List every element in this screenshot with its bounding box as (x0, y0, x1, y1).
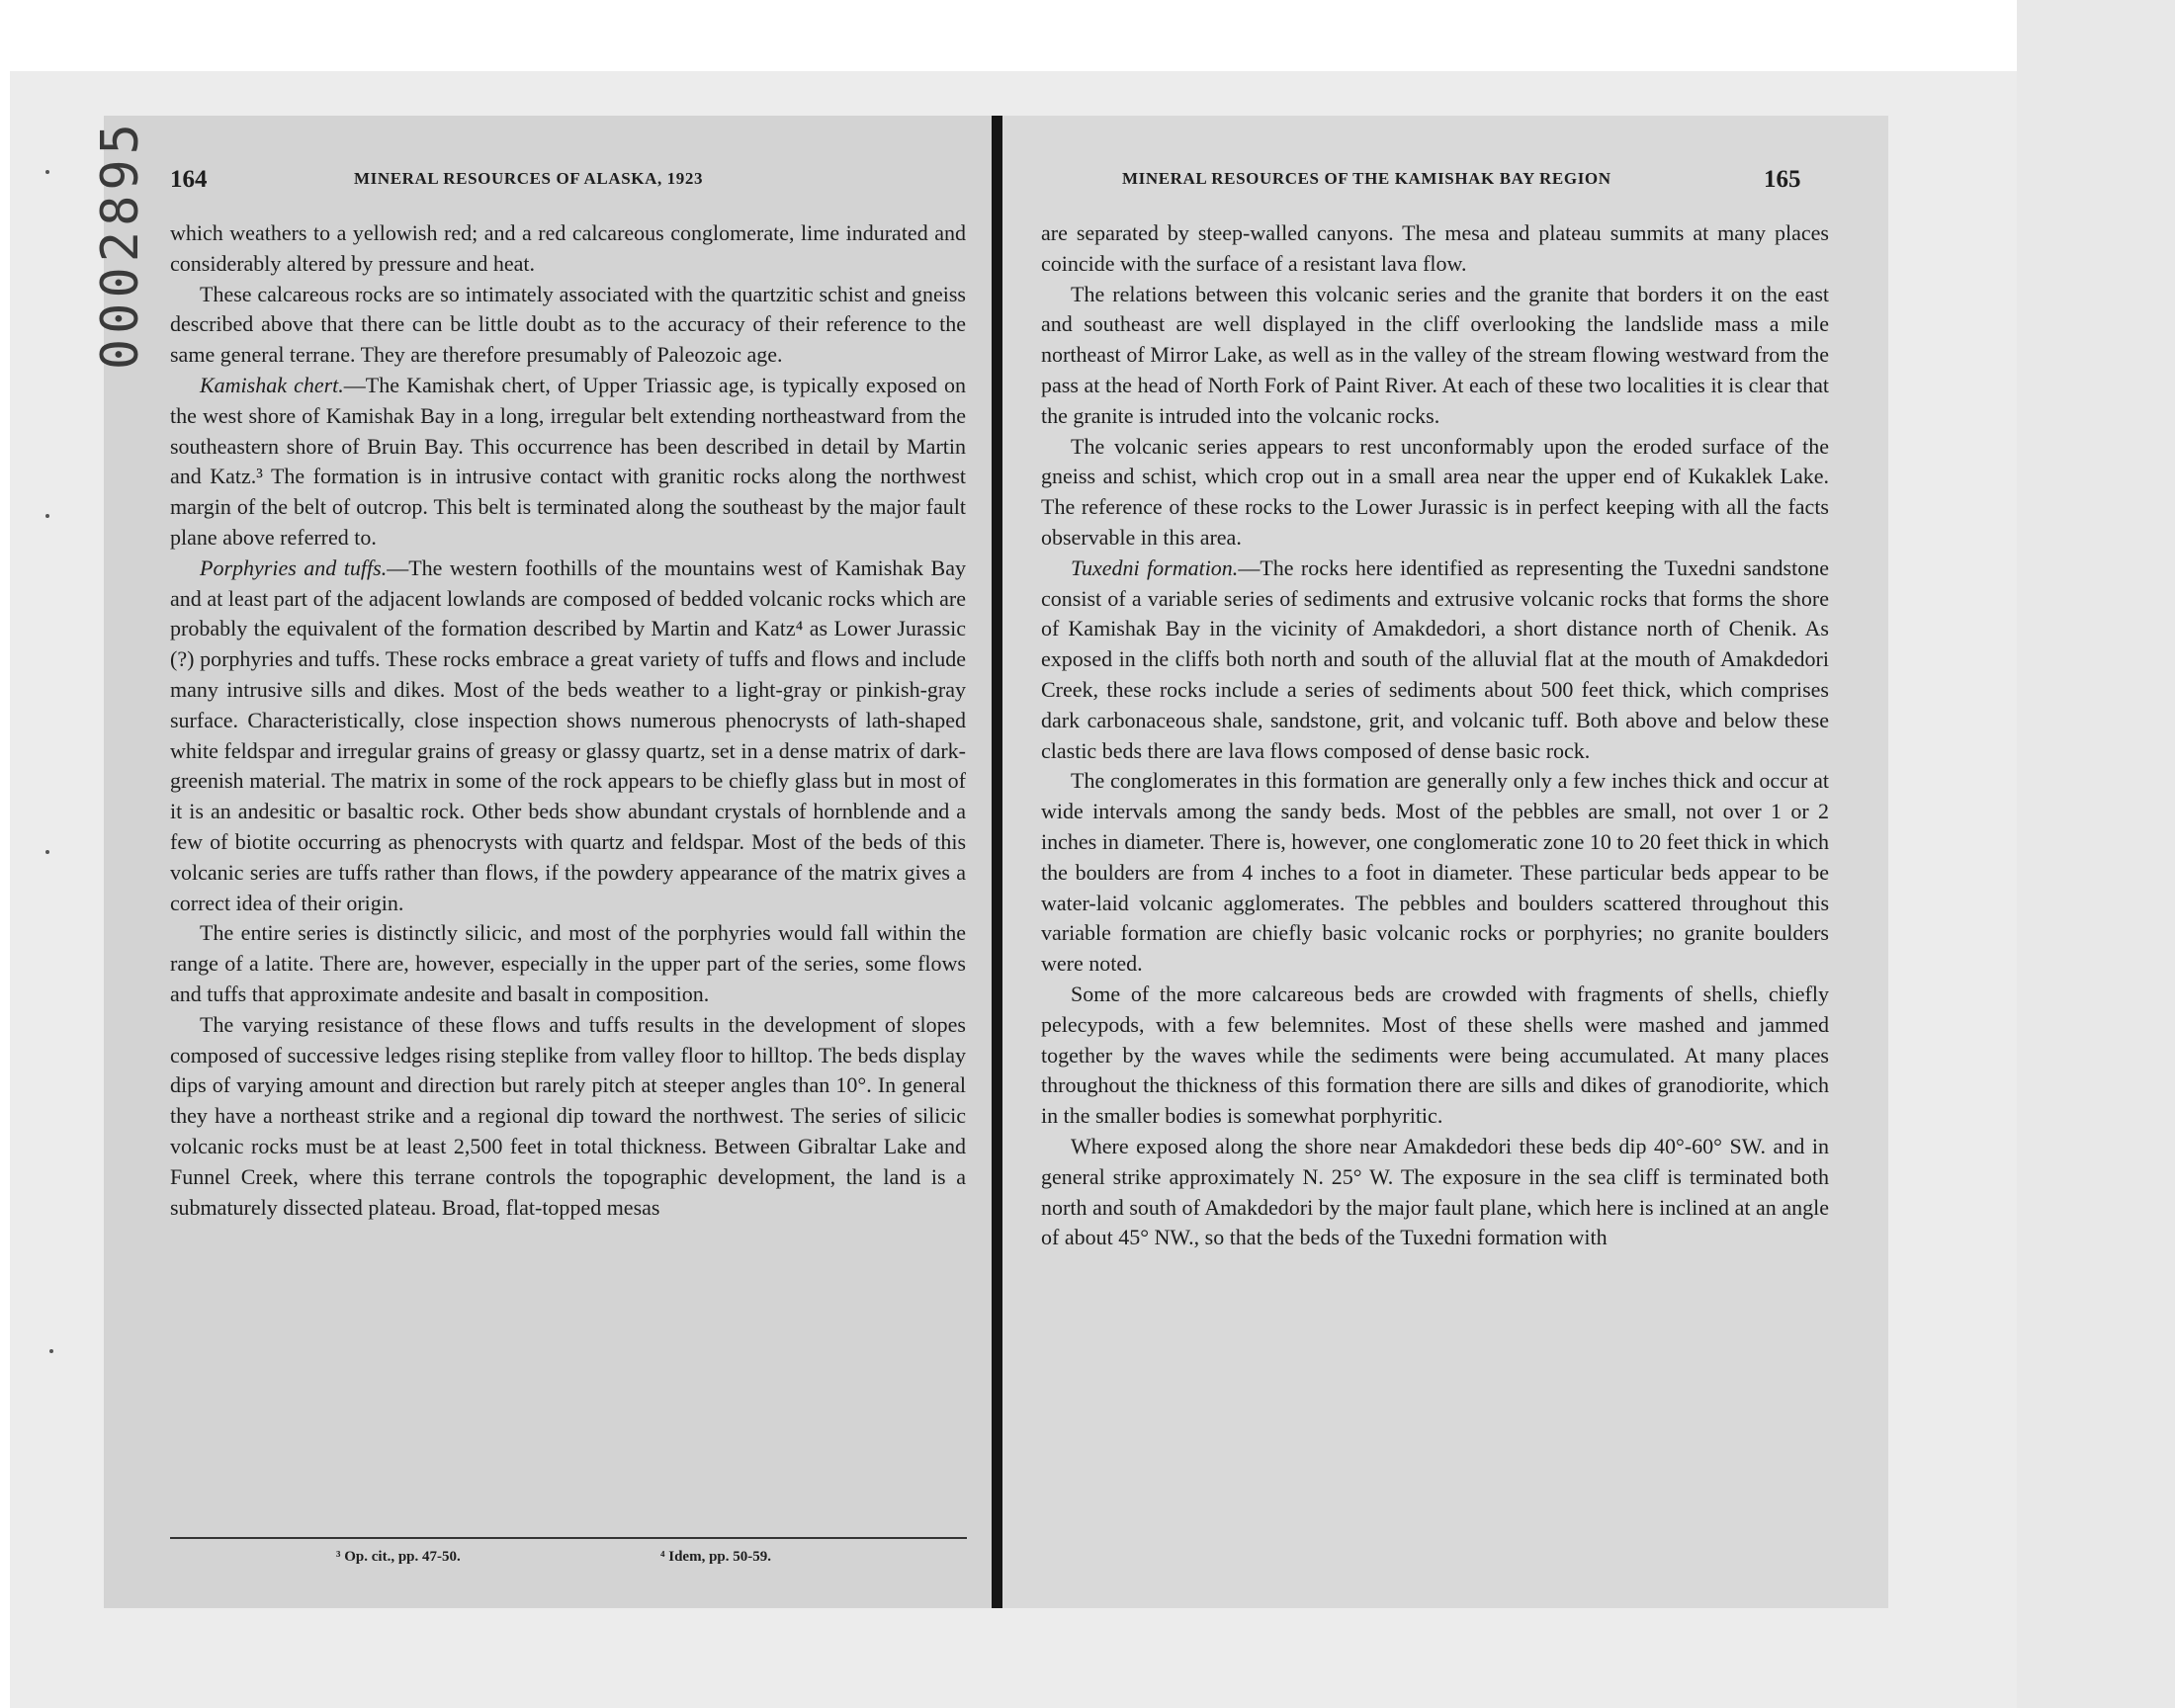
archive-stamp: 0002895 (91, 119, 150, 371)
footnote: ⁴ Idem, pp. 50-59. (660, 1549, 772, 1565)
paragraph-text: The conglomerates in this formation are generally only a few inches thick and occur at wide intervals among the sandy beds. Most of the pebbles are small, not over 1 or 2 inches in diameter. There is, however, one conglomeratic zone 10 to 20 feet thick in which the boulders are from 4 inches to a foot in diameter. These particular beds appear to be water-laid volcanic agglomerates. The pebbles and boulders scattered throughout this variable formation are chiefly basic volcanic rocks or porphyries; no granite boulders were noted. (1041, 768, 1829, 977)
scan-speck (45, 170, 49, 174)
scan-speck (45, 850, 49, 854)
paragraph (1041, 766, 1829, 980)
paragraph-text: The entire series is distinctly silicic, and most of the porphyries would fall within the range of a latite. There are, however, especially in the upper part of the series, some flows and tuffs that approximate andesite and basalt in composition. (170, 920, 966, 1006)
paragraph-text: Some of the more calcareous beds are crowded with fragments of shells, chiefly pelecypods, with a few belemnites. Most of these shells were mashed and jammed together by the waves while the sediments were being accumulated. At many places throughout the thickness of this formation there are sills and dikes of granodiorite, which in the smaller bodies is somewhat porphyritic. (1041, 981, 1829, 1129)
paragraph (1041, 432, 1829, 554)
paragraph (1041, 280, 1829, 432)
right-page-number: 165 (1764, 166, 1801, 193)
left-page-body (170, 218, 966, 1223)
paragraph-text: The volcanic series appears to rest unconformably upon the eroded surface of the gneiss and schist, which crop out in a small area near the upper end of Kukaklek Lake. The reference of these rocks to the Lower Jurassic is in perfect keeping with all the facts observable in this area. (1041, 433, 1829, 550)
section-heading: Kamishak chert. (200, 372, 344, 397)
footnote-rule (170, 1537, 967, 1539)
paragraph (1041, 554, 1829, 767)
left-running-header: MINERAL RESOURCES OF ALASKA, 1923 (354, 169, 704, 188)
scan-speck (49, 1349, 53, 1353)
paragraph (1041, 1132, 1829, 1253)
paragraph (170, 371, 966, 554)
paragraph-text: Where exposed along the shore near Amakdedori these beds dip 40°-60° SW. and in general strike approximately N. 25° W. The exposure in the sea cliff is terminated both north and south of Amakdedori by the major fault plane, which here is inclined at an angle of about 45° NW., so that the beds of the Tuxedni formation with (1041, 1133, 1829, 1250)
paragraph-text: The varying resistance of these flows and tuffs results in the development of slopes composed of successive ledges rising steplike from valley floor to hilltop. The beds display dips of varying amount and direction but rarely pitch at steeper angles than 10°. In general they have a northeast strike and a regional dip toward the northwest. The series of silicic volcanic rocks must be at least 2,500 feet in total thickness. Between Gibraltar Lake and Funnel Creek, where this terrane controls the topographic development, the land is a submaturely dissected plateau. Broad, flat-topped mesas (170, 1011, 966, 1220)
paragraph-text: which weathers to a yellowish red; and a red calcareous conglomerate, lime indurated and considerably altered by pressure and heat. (170, 220, 966, 276)
paragraph-text: are separated by steep-walled canyons. The mesa and plateau summits at many places coincide with the surface of a resistant lava flow. (1041, 220, 1829, 276)
paragraph-text: —The western foothills of the mountains west of Kamishak Bay and at least part of the adjacent lowlands are composed of bedded volcanic rocks which are probably the equivalent of the formation described by Martin and Katz⁴ as Lower Jurassic (?) porphyries and tuffs. These rocks embrace a great variety of tuffs and flows and include many intrusive sills and dikes. Most of the beds weather to a light-gray or pinkish-gray surface. Characteristically, close inspection shows numerous phenocrysts of lath-shaped white feldspar and irregular grains of greasy or glassy quartz, set in a dense matrix of dark-greenish material. The matrix in some of the rock appears to be chiefly glass but in most of it is an andesitic or basaltic rock. Other beds show abundant crystals of hornblende and a few of biotite occurring as phenocrysts with quartz and feldspar. Most of the beds of this volcanic series are tuffs rather than flows, if the powdery appearance of the matrix gives a correct idea of their origin. (170, 555, 966, 915)
paragraph (1041, 980, 1829, 1132)
paragraph (170, 918, 966, 1009)
paragraph-text: —The Kamishak chert, of Upper Triassic age, is typically exposed on the west shore of Kamishak Bay in a long, irregular belt extending northeastward from the southeastern shore of Bruin Bay. This occurrence has been described in detail by Martin and Katz.³ The formation is in intrusive contact with granitic rocks along the northwest margin of the belt of outcrop. This belt is terminated along the southeast by the major fault plane above referred to. (170, 372, 967, 550)
right-page-body (1041, 218, 1829, 1253)
footnote: ³ Op. cit., pp. 47-50. (336, 1549, 461, 1565)
paragraph (170, 1010, 966, 1224)
paragraph-text: These calcareous rocks are so intimately associated with the quartzitic schist and gneiss described above that there can be little doubt as to the accuracy of their reference to the same general terrane. They are therefore presumably of Paleozoic age. (170, 281, 966, 368)
background-strip (2017, 0, 2175, 1708)
section-heading: Tuxedni formation. (1071, 555, 1239, 580)
section-heading: Porphyries and tuffs. (200, 555, 388, 580)
paragraph (170, 280, 966, 371)
book-gutter (992, 116, 1002, 1608)
left-page-number: 164 (170, 166, 208, 193)
paragraph-text: The relations between this volcanic series and the granite that borders it on the east and southeast are well displayed in the cliff overlooking the landslide mass a mile northeast of Mirror Lake, as well as in the valley of the stream flowing westward from the pass at the head of North Fork of Paint River. At each of these two localities it is clear that the granite is intruded into the volcanic rocks. (1041, 281, 1829, 428)
scan-speck (45, 514, 49, 518)
paragraph (170, 554, 966, 919)
paragraph-text: —The rocks here identified as representing the Tuxedni sandstone consist of a variable series of sediments and extrusive volcanic rocks that forms the shore of Kamishak Bay in the vicinity of Amakdedori, a short distance north of Chenik. As exposed in the cliffs both north and south of the alluvial flat at the mouth of Amakdedori Creek, these rocks include a series of sediments about 500 feet thick, which comprises dark carbonaceous shale, sandstone, grit, and volcanic tuff. Both above and below these clastic beds there are lava flows composed of dense basic rock. (1041, 555, 1829, 763)
right-running-header: MINERAL RESOURCES OF THE KAMISHAK BAY REGION (1122, 169, 1611, 188)
paragraph (170, 218, 966, 280)
paragraph (1041, 218, 1829, 280)
